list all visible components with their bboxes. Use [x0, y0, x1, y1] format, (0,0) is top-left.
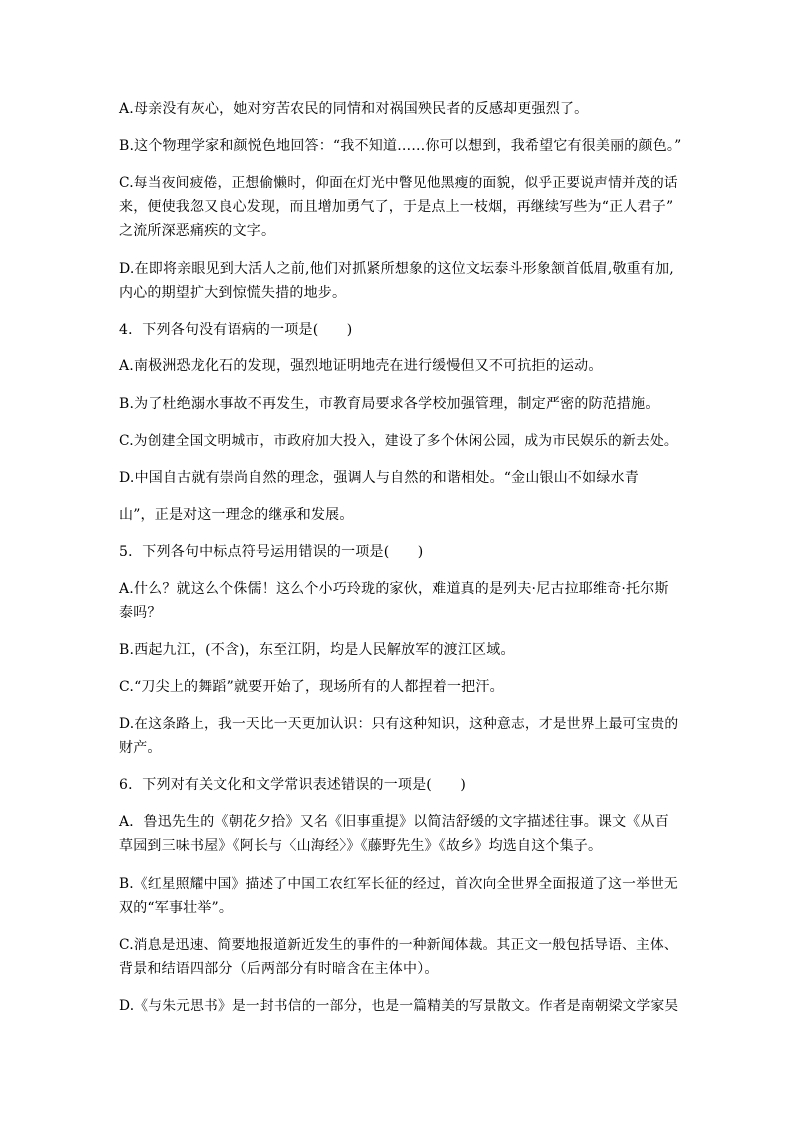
q5-option-a-line1: A.什么？就这么个侏儒！这么个小巧玲珑的家伙，难道真的是列夫·尼古拉耶维奇·托尔斯: [119, 581, 669, 597]
q3-option-d-line2: 内心的期望扩大到惊慌失措的地步。: [119, 285, 347, 301]
q5-stem: 5．下列各句中标点符号运用错误的一项是( ): [119, 544, 424, 560]
q6-option-d-line1: D.《与朱元思书》是一封书信的一部分，也是一篇精美的写景散文。作者是南朝梁文学家吴: [119, 998, 679, 1014]
q5-option-a-line2: 泰吗？: [119, 605, 162, 621]
q4-stem: 4．下列各句没有语病的一项是( ): [119, 322, 353, 338]
q3-option-b: B.这个物理学家和颜悦色地回答：“我不知道……你可以想到，我希望它有很美丽的颜色。”: [119, 138, 682, 154]
q3-option-d-line1: D.在即将亲眼见到大活人之前,他们对抓紧所想象的这位文坛泰斗形象颔首低眉,敬重有加,: [119, 261, 674, 277]
q6-stem: 6．下列对有关文化和文学常识表述错误的一项是( ): [119, 777, 467, 793]
q3-option-a: A.母亲没有灰心，她对穷苦农民的同情和对祸国殃民者的反感却更强烈了。: [119, 101, 589, 117]
q6-option-a-line2: 草园到三味书屋》《阿长与〈山海经〉》《藤野先生》《故乡》均选自这个集子。: [119, 838, 603, 854]
q6-option-a-line1: A．鲁迅先生的《朝花夕拾》又名《旧事重提》以简洁舒缓的文字描述往事。课文《从百: [119, 814, 669, 830]
q4-option-d-line2: 山”，正是对这一理念的继承和发展。: [119, 507, 354, 523]
q4-option-b: B.为了杜绝溺水事故不再发生，市教育局要求各学校加强管理，制定严密的防范措施。: [119, 396, 660, 412]
q3-option-c-line3: 之流所深恶痛疾的文字。: [119, 223, 276, 239]
q5-option-d-line1: D.在这条路上，我一天比一天更加认识：只有这种知识，这种意志，才是世界上最可宝贵的: [119, 716, 679, 732]
q4-option-d-line1: D.中国自古就有崇尚自然的理念，强调人与自然的和谐相处。“金山银山不如绿水青: [119, 470, 639, 486]
q4-option-c: C.为创建全国文明城市，市政府加大投入，建设了多个休闲公园，成为市民娱乐的新去处。: [119, 433, 678, 449]
q6-option-b-line2: 双的“军事壮举”。: [119, 900, 234, 916]
q3-option-c-line2: 来，便使我忽又良心发现，而且增加勇气了，于是点上一枝烟，再继续写些为“正人君子”: [119, 199, 674, 215]
q5-option-b: B.西起九江，(不含)，东至江阴，均是人民解放军的渡江区域。: [119, 642, 515, 658]
q6-option-c-line1: C.消息是迅速、简要地报道新近发生的事件的一种新闻体裁。其正文一般包括导语、主体、: [119, 937, 678, 953]
q4-option-a: A.南极洲恐龙化石的发现，强烈地证明地壳在进行缓慢但又不可抗拒的运动。: [119, 358, 603, 374]
q3-option-c-line1: C.每当夜间疲倦，正想偷懒时，仰面在灯光中瞥见他黑瘦的面貌，似乎正要说声情并茂的话: [119, 175, 678, 191]
q6-option-c-line2: 背景和结语四部分（后两部分有时暗含在主体中）。: [119, 961, 439, 977]
q5-option-c: C.“刀尖上的舞蹈”就要开始了，现场所有的人都捏着一把汗。: [119, 679, 504, 695]
q5-option-d-line2: 财产。: [119, 740, 162, 756]
q6-option-b-line1: B.《红星照耀中国》描述了中国工农红军长征的经过，首次向全世界全面报道了这一举世无: [119, 876, 678, 892]
